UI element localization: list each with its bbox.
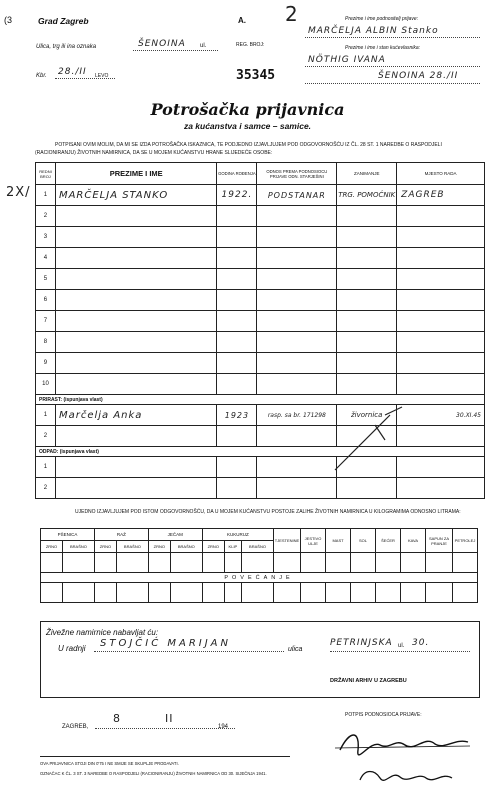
persons-table [35,162,485,499]
table-row [36,290,485,311]
archive-stamp: DRŽAVNI ARHIV U ZAGREBU [330,678,407,684]
table-margin-mark: 2X/ [6,185,31,200]
row-name: Marčelja Anka [55,405,216,426]
stock-col: SOL [351,529,376,553]
row-no: 5 [36,269,56,290]
row-relation: PODSTANAR [257,185,337,206]
stock-col: SAPUN ZA PRANJE [426,529,453,553]
intro-text: POTPISANI OVIM MOLIM, DA MI SE IZDA POTROŠAČKA ISKAZNICA, TE PODJEDNO IZJAVLJUJEM POD ODGOVORNOŠĆU IZ ČL. 28 ST. 1 NAREDBE O RASPODJELI (RACIONIRANJU) ŽIVOTNIH NAMIRNICA, DA SE U MOJEM KUĆANSTVU HRANE SLIJEDEĆE OSOBE: [35,142,442,156]
col-relation: ODNOS PREMA PODNOSIOCU PRIJAVE ODN. STARJEŠINI [257,163,337,185]
row-year: 1922. [217,185,257,206]
table-row [36,374,485,395]
table-row [36,405,485,426]
row-no: 2 [36,426,56,447]
signature [330,720,480,800]
col-no: REDNI BROJ [36,163,56,185]
stock-group: RAŽ [94,529,148,541]
stock-sub: ZRNO [94,541,116,553]
table-row [36,311,485,332]
row-workplace: ZAGREB [397,185,485,206]
row-occupation: TRG. POMOĆNIK [337,185,397,206]
street-label-footer: ulica [288,646,303,653]
date-year: 194 [218,724,229,730]
cancel-strokes [330,405,410,475]
handwritten-number: 2 [285,2,299,26]
row-no: 4 [36,248,56,269]
col-workplace: MJESTO RADA [397,163,485,185]
table-row [36,353,485,374]
stock-col: TJESTENINE [274,529,301,553]
table-row [36,248,485,269]
odpad-label: ODPAD: (ispunjava vlast) [36,447,485,457]
table-row [36,426,485,447]
shop-number: 30. [412,638,430,648]
shop-street: PETRINJSKA [330,638,393,648]
price-note: OVA PRIJAVNICA STOJI DIN 0'75 I NE SMIJE SE SKUPLJE PRODAVATI. [40,761,179,766]
stock-table [40,528,478,603]
row-no: 1 [36,185,56,206]
house-suffix: LEVO [95,73,109,79]
row-no: 3 [36,227,56,248]
stock-sub: ZRNO [202,541,224,553]
table-row [36,269,485,290]
stock-sub: ZRNO [41,541,63,553]
stock-col: PETROLEJ [453,529,478,553]
row-no: 10 [36,374,56,395]
letter-a: A. [238,16,246,25]
shop-label: U radnji [58,644,86,653]
row-no: 2 [36,206,56,227]
owner-label: Prezime i ime i stan kućevlasnika: [345,45,421,51]
increase-label: POVEĆANJE [41,573,478,583]
stock-group: JEČAM [148,529,202,541]
stock-col: KAVA [401,529,426,553]
margin-mark: (3 [4,15,13,25]
stock-sub: ZRNO [148,541,170,553]
row-no: 1 [36,405,56,426]
applicant-value: MARČELJA ALBIN Stanko [308,26,439,36]
table-row [36,332,485,353]
table-row [36,457,485,478]
stock-group: KUKURUZ [202,529,273,541]
stock-col: ŠEĆER [376,529,401,553]
house-label: Kbr. [36,73,47,79]
signature-label: POTPIS PODNOSIOCA PRIJAVE: [345,712,422,718]
stock-sub: KLIP [224,541,241,553]
street-label: Ulica, trg ili ina oznaka [36,44,97,50]
form-subtitle: za kućanstva i samce – samice. [183,121,312,131]
form-title: Potrošačka prijavnica [150,100,345,119]
stock-col: JESTIVO ULJE [301,529,326,553]
row-occupation: živornica [337,405,397,426]
row-name: MARČELJA STANKO [55,185,216,206]
stock-group: PŠENICA [41,529,95,541]
row-workplace: 30.XI.45 [397,405,485,426]
table-row [36,185,485,206]
stock-sub: BRAŠNO [242,541,274,553]
col-year: GODINA ROĐENJA [217,163,257,185]
house-value: 28./II [58,67,87,77]
reg-number: 35345 [236,68,276,83]
table-row [36,478,485,499]
stock-text: UJEDNO IZJAVLJUJEM POD ISTOM ODGOVORNOŠĆU, DA U MOJEM KUĆANSTVU POSTOJE ZALIHE ŽIVOTNIH NAMIRNICA U KILOGRAMIMA ODNOSNO LITRAMA: [75,509,461,515]
col-occupation: ZANIMANJE [337,163,397,185]
row-relation: rasp. sa br. 171298 [257,405,337,426]
stock-sub: BRAŠNO [116,541,148,553]
stock-sub: BRAŠNO [170,541,202,553]
table-row [36,227,485,248]
prirast-label: PRIRAST: (ispunjava vlast) [36,395,485,405]
date-month: II [165,712,174,725]
row-no: 6 [36,290,56,311]
street-value: ŠENOINA [138,39,186,49]
stock-col: MAST [326,529,351,553]
owner-address: ŠENOINA 28./II [378,71,459,81]
stock-sub: BRAŠNO [63,541,95,553]
shop-value: STOJČIĆ MARIJAN [100,638,232,649]
row-no: 7 [36,311,56,332]
place-label: ZAGREB, [62,724,89,730]
col-name: PREZIME I IME [55,163,216,185]
shop-street-suffix: ul. [398,643,405,649]
date-day: 8 [113,712,121,725]
row-no: 1 [36,457,56,478]
row-no: 9 [36,353,56,374]
row-no: 8 [36,332,56,353]
street-suffix: ul. [200,43,207,49]
regulation-note: OZNAČAC K ČL. 3 ST. 3 NAREDBE O RASPODJELI (RACIONIRANJU) ŽIVOTNIH NAMIRNICA OD 30. SIJEČNJA 1941. [40,771,267,776]
reg-label: REG. BROJ: [236,42,265,48]
city-label: Grad Zagreb [38,16,89,26]
applicant-label: Prezime i ime podnositelj prijave: [345,16,419,22]
row-year: 1923 [217,405,257,426]
row-no: 2 [36,478,56,499]
purchase-label: Živežne namirnice nabavljat ću: [46,628,159,637]
table-row [36,206,485,227]
owner-value: NÖTHIG IVANA [308,55,386,65]
